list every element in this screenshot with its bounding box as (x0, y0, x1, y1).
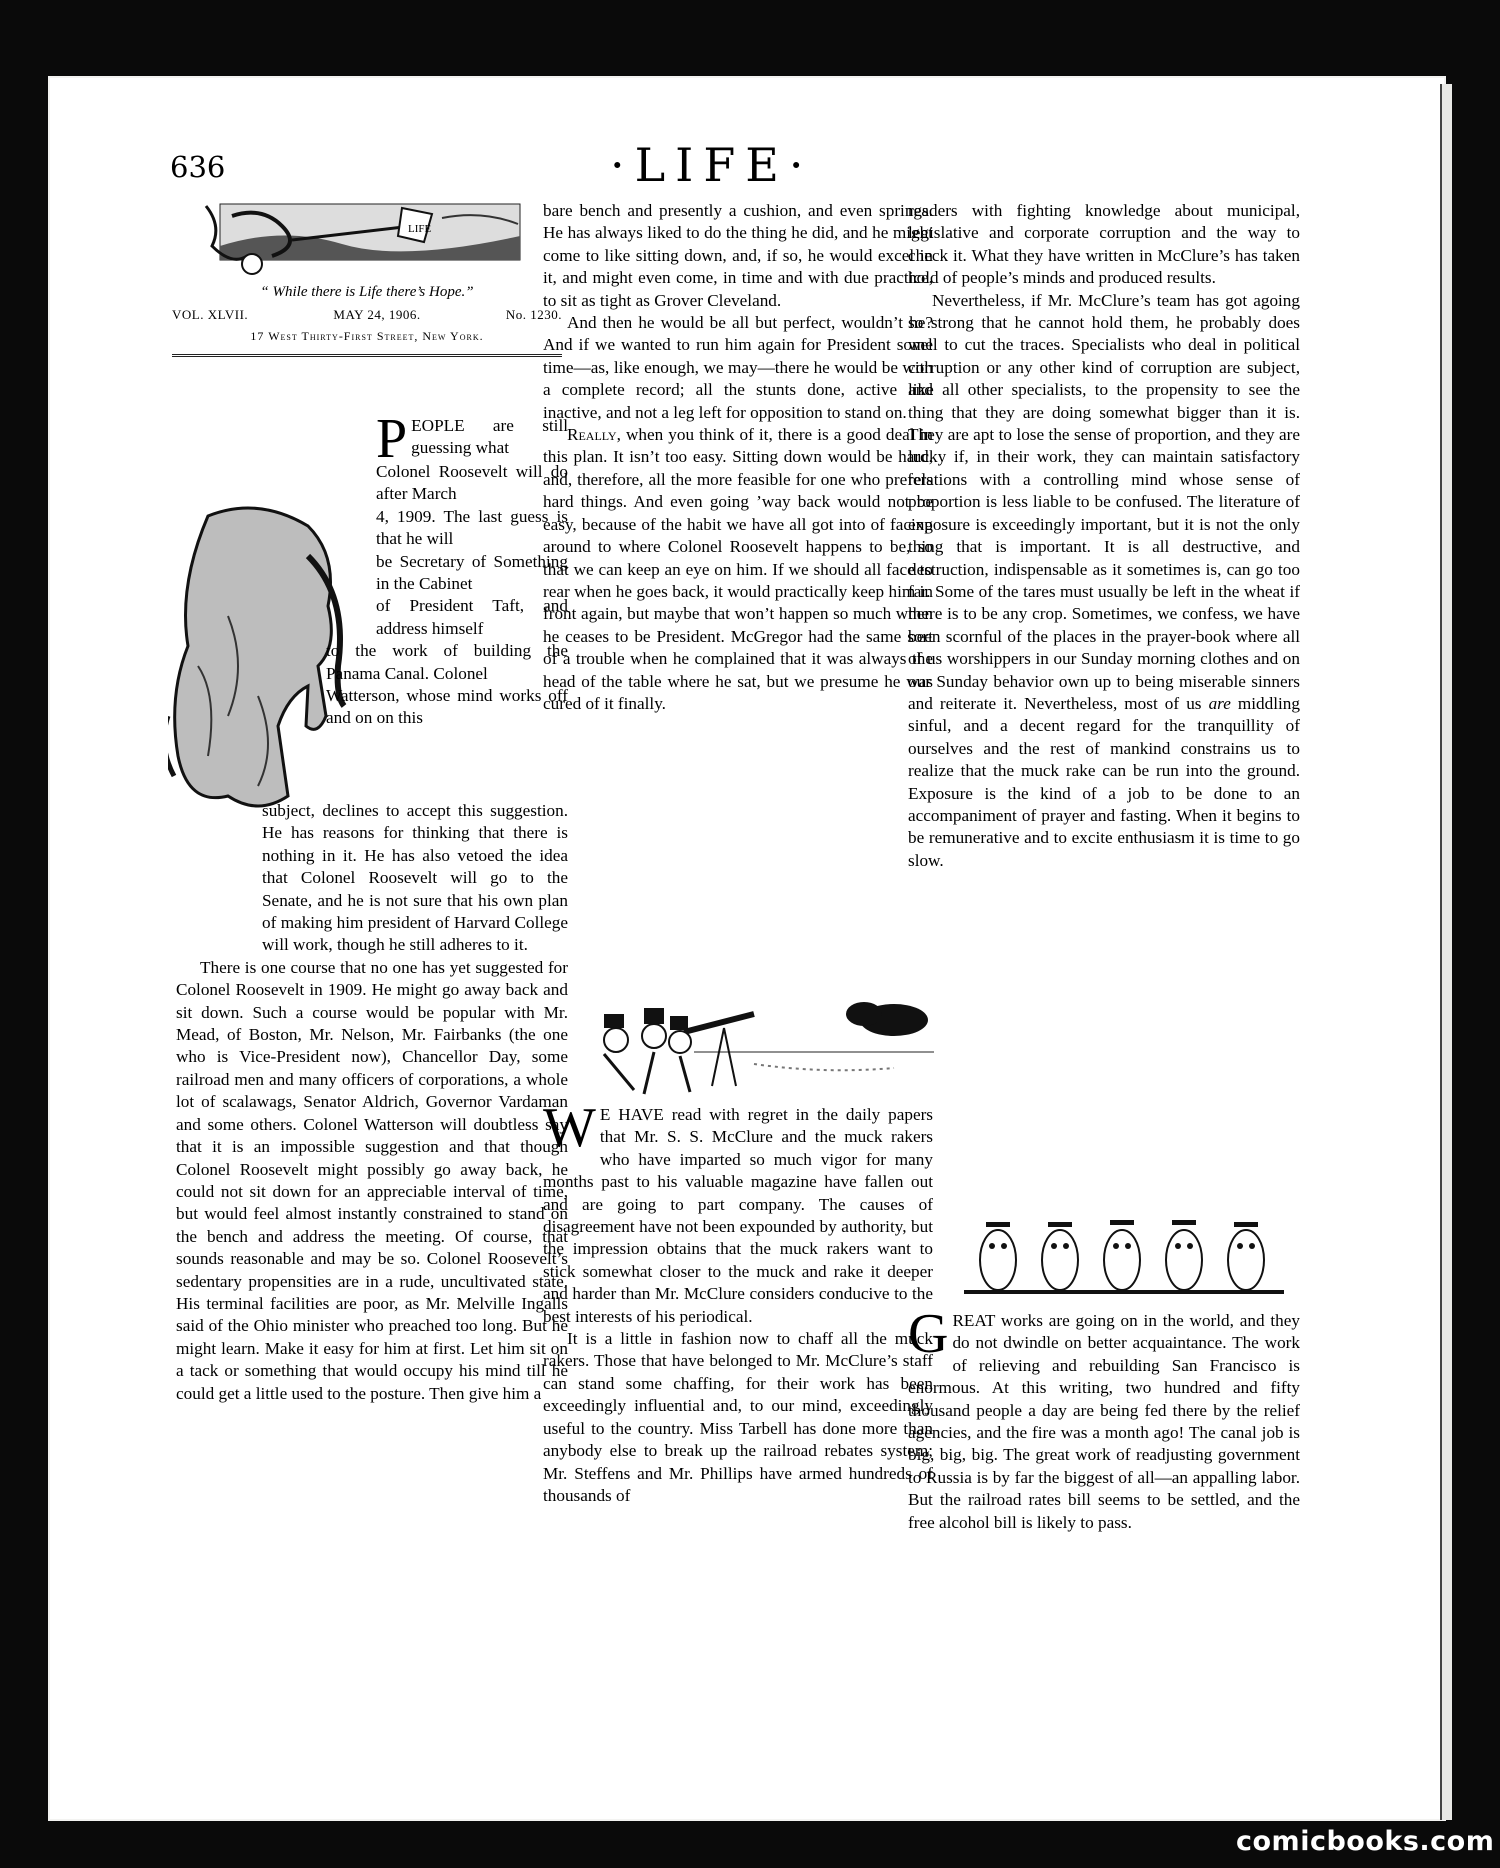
intro-line-3: be Secretary of Something in the Cabinet (376, 551, 568, 594)
page-number: 636 (170, 150, 226, 184)
address: 17 West Thirty-First Street, New York. (250, 329, 484, 343)
motto: “ While there is Life there’s Hope.” (260, 284, 474, 300)
col1-para1-rest: subject, declines to accept this suggestion. He has reasons for thinking that there is nothing in it. He has also vetoed the idea that Colonel Roosevelt will go to the Senate, and he is not sure that his own plan of making him president of Harvard College will work, though he still adheres to it. (262, 801, 568, 955)
banner-life-sign: LIFE (408, 223, 432, 235)
issue-number: No. 1230. (505, 307, 562, 322)
volume-line (172, 307, 562, 323)
col2-para3 (543, 424, 933, 715)
intro-line-2: 4, 1909. The last guess is that he will (376, 506, 568, 549)
intro-line-4: of President Taft, and address himself (376, 596, 568, 638)
banner-illustration (202, 196, 532, 278)
watermark: comicbooks.com (1236, 1826, 1495, 1857)
col2-para2: And then he would be all but perfect, wouldn’t he? And if we wanted to run him again for President some time—as, like enough, we may—there he would be with a complete record; all the stunts done, active and inactive, and not a leg left for opposition to stand on. (543, 313, 933, 422)
intro-line-1: Colonel Roosevelt will do after March (376, 462, 568, 504)
issue-date: MAY 24, 1906. (333, 307, 421, 322)
masthead-block (172, 196, 562, 357)
col3-para2-end: middling sinful, and a decent regard for the tranquillity of ourselves and the rest of mankind constrains us to realize that the muck rake can be run into the ground. Exposure is the kind of a job to be done to an accompaniment of prayer and fasting. When it begins to be remunerative and to excite enthusiasm it is time to go slow. (908, 693, 1300, 870)
column-2-mcclure (543, 1097, 933, 1507)
intro-line-6: Watterson, whose mind works off and on on this (326, 686, 568, 728)
col2-mcclure-para: E HAVE read with regret in the daily papers that Mr. S. S. McClure and the muck rakers who have imparted so much vigor for many months past to his valuable magazine have fallen out and are going to part company. The causes of disagreement have not been expounded by authority, but the impression obtains that the muck rakers want to stick somewhat closer to the muck and rake it deeper and harder than Mr. McClure considers conducive to the best interests of his periodical. (543, 1105, 933, 1326)
next-page-edge (1440, 84, 1452, 1820)
column-3 (908, 200, 1300, 872)
intro-line-0: EOPLE are still guessing what (411, 416, 568, 458)
col2-para3-text: when you think of it, there is a good deal in this plan. It isn’t too easy. Sitting down would be hard, and, therefore, all the more feasible for one who prefers hard things. And even going ’way back would not be easy, because of the habit we have all got into of facing around to where Colonel Roosevelt happens to be, so that we can keep an eye on him. If we should all face to rear when he goes back, it would practically keep him in front again, but maybe that won’t happen so much when he ceases to be President. McGregor had the same sort of a trouble when he complained that it was always the head of the table where he sat, but we presume he was cured of it finally. (543, 425, 933, 713)
col2-para3-lead: Really, (567, 425, 621, 445)
col3-para2 (908, 290, 1300, 873)
intro-line-5: to the work of building the Panama Canal. Colonel (326, 641, 568, 683)
dropcap-p: P (376, 408, 408, 470)
col1-para2: There is one course that no one has yet suggested for Colonel Roosevelt in 1909. He might go away back and sit down. Such a course would be popular with Mr. Mead, of Boston, Mr. Nelson, Mr. Fairbanks (the one who is Vice-President now), Chancellor Day, some railroad men and many officers of corporations, a whole lot of scalawags, Senator Aldrich, Governor Vardaman and some others. Colonel Watterson will doubtless say that it is an impossible suggestion and that though Colonel Roosevelt might possibly go away back, he could not sit down for an appreciable interval of time, but would feel almost instantly constrained to stand on the bench and address the meeting. Of course, that sounds reasonable and may be so. Colonel Roosevelt’s sedentary propensities are in a rude, uncultivated state. His terminal facilities are poor, as Mr. Melville Ingalls said of the Ohio minister who preached too long. But he might learn. Make it easy for him at first. Let him sit on a tack or something that would occupy his mind till he could get a little used to the posture. Then give him a (176, 957, 568, 1403)
col3-para2-text: Nevertheless, if Mr. McClure’s team has got agoing so strong that he cannot hold them, he probably does well to cut the traces. Specialists who deal in political corruption or any other kind of corruption are subject, like all other specialists, to the propensity to see the thing that they are doing somewhat bigger than it is. They are apt to lose the sense of proportion, and they are lucky if, in their work, they can maintain satisfactory relations with a controlling mind whose sense of proportion is less liable to be confused. The literature of exposure is exceedingly important, but it is not the only thing that is important. It is all destructive, and destruction, indispensable as it sometimes is, can go too far. Some of the tares must usually be left in the wheat if there is to be any crop. Sometimes, we confess, we have been scornful of the places in the prayer-book where all of us worshippers in our Sunday morning clothes and on our Sunday behavior own up to being miserable sinners and reiterate it. Nevertheless, most of us (908, 290, 1300, 713)
double-rule (172, 354, 562, 357)
dropcap-g: G (908, 1303, 949, 1365)
owls-illustration (964, 1208, 1284, 1300)
column-3-great-works (908, 1303, 1300, 1534)
intro-paragraph (176, 408, 568, 730)
col3-great-para: REAT works are going on in the world, and they do not dwindle on better acquaintance. The work of relieving and rebuilding San Francisco is enormous. At this writing, two hundred and fifty thousand people a day are being fed there by the relief agencies, and the fire was a month ago! The canal job is big, big, big. The great work of readjusting government to Russia is by far the biggest of all—an appalling labor. But the railroad rates bill seems to be settled, and the free alcohol bill is likely to pass. (908, 1311, 1300, 1532)
col2-mcclure-para2: It is a little in fashion now to chaff all the muck rakers. Those that have belonged to Mr. McClure’s staff can stand some chaffing, for their work has been exceedingly influential and, to our mind, exceedingly useful to the country. Miss Tarbell has done more than anybody else to break up the railroad rebates system; Mr. Steffens and Mr. Phillips have armed hundreds of thousands of (543, 1329, 933, 1505)
col3-para2-are: are (1208, 693, 1231, 713)
col2-para1: bare bench and presently a cushion, and even springs. He has always liked to do the thing he did, and he might come to like sitting down, and, if so, he would excel in it, and might even come, in time and with due practice, to sit as tight as Grover Cleveland. (543, 201, 933, 310)
col3-para1: readers with fighting knowledge about municipal, legislative and corporate corruption and the way to check it. What they have written in McClure’s has taken hold of people’s minds and produced results. (908, 201, 1300, 288)
masthead-title: ·LIFE· (610, 138, 814, 192)
column-2 (543, 200, 933, 715)
volume: VOL. XLVII. (172, 307, 249, 322)
telescope-illustration (594, 994, 934, 1100)
column-1 (176, 800, 568, 1405)
dropcap-w: W (543, 1097, 596, 1159)
